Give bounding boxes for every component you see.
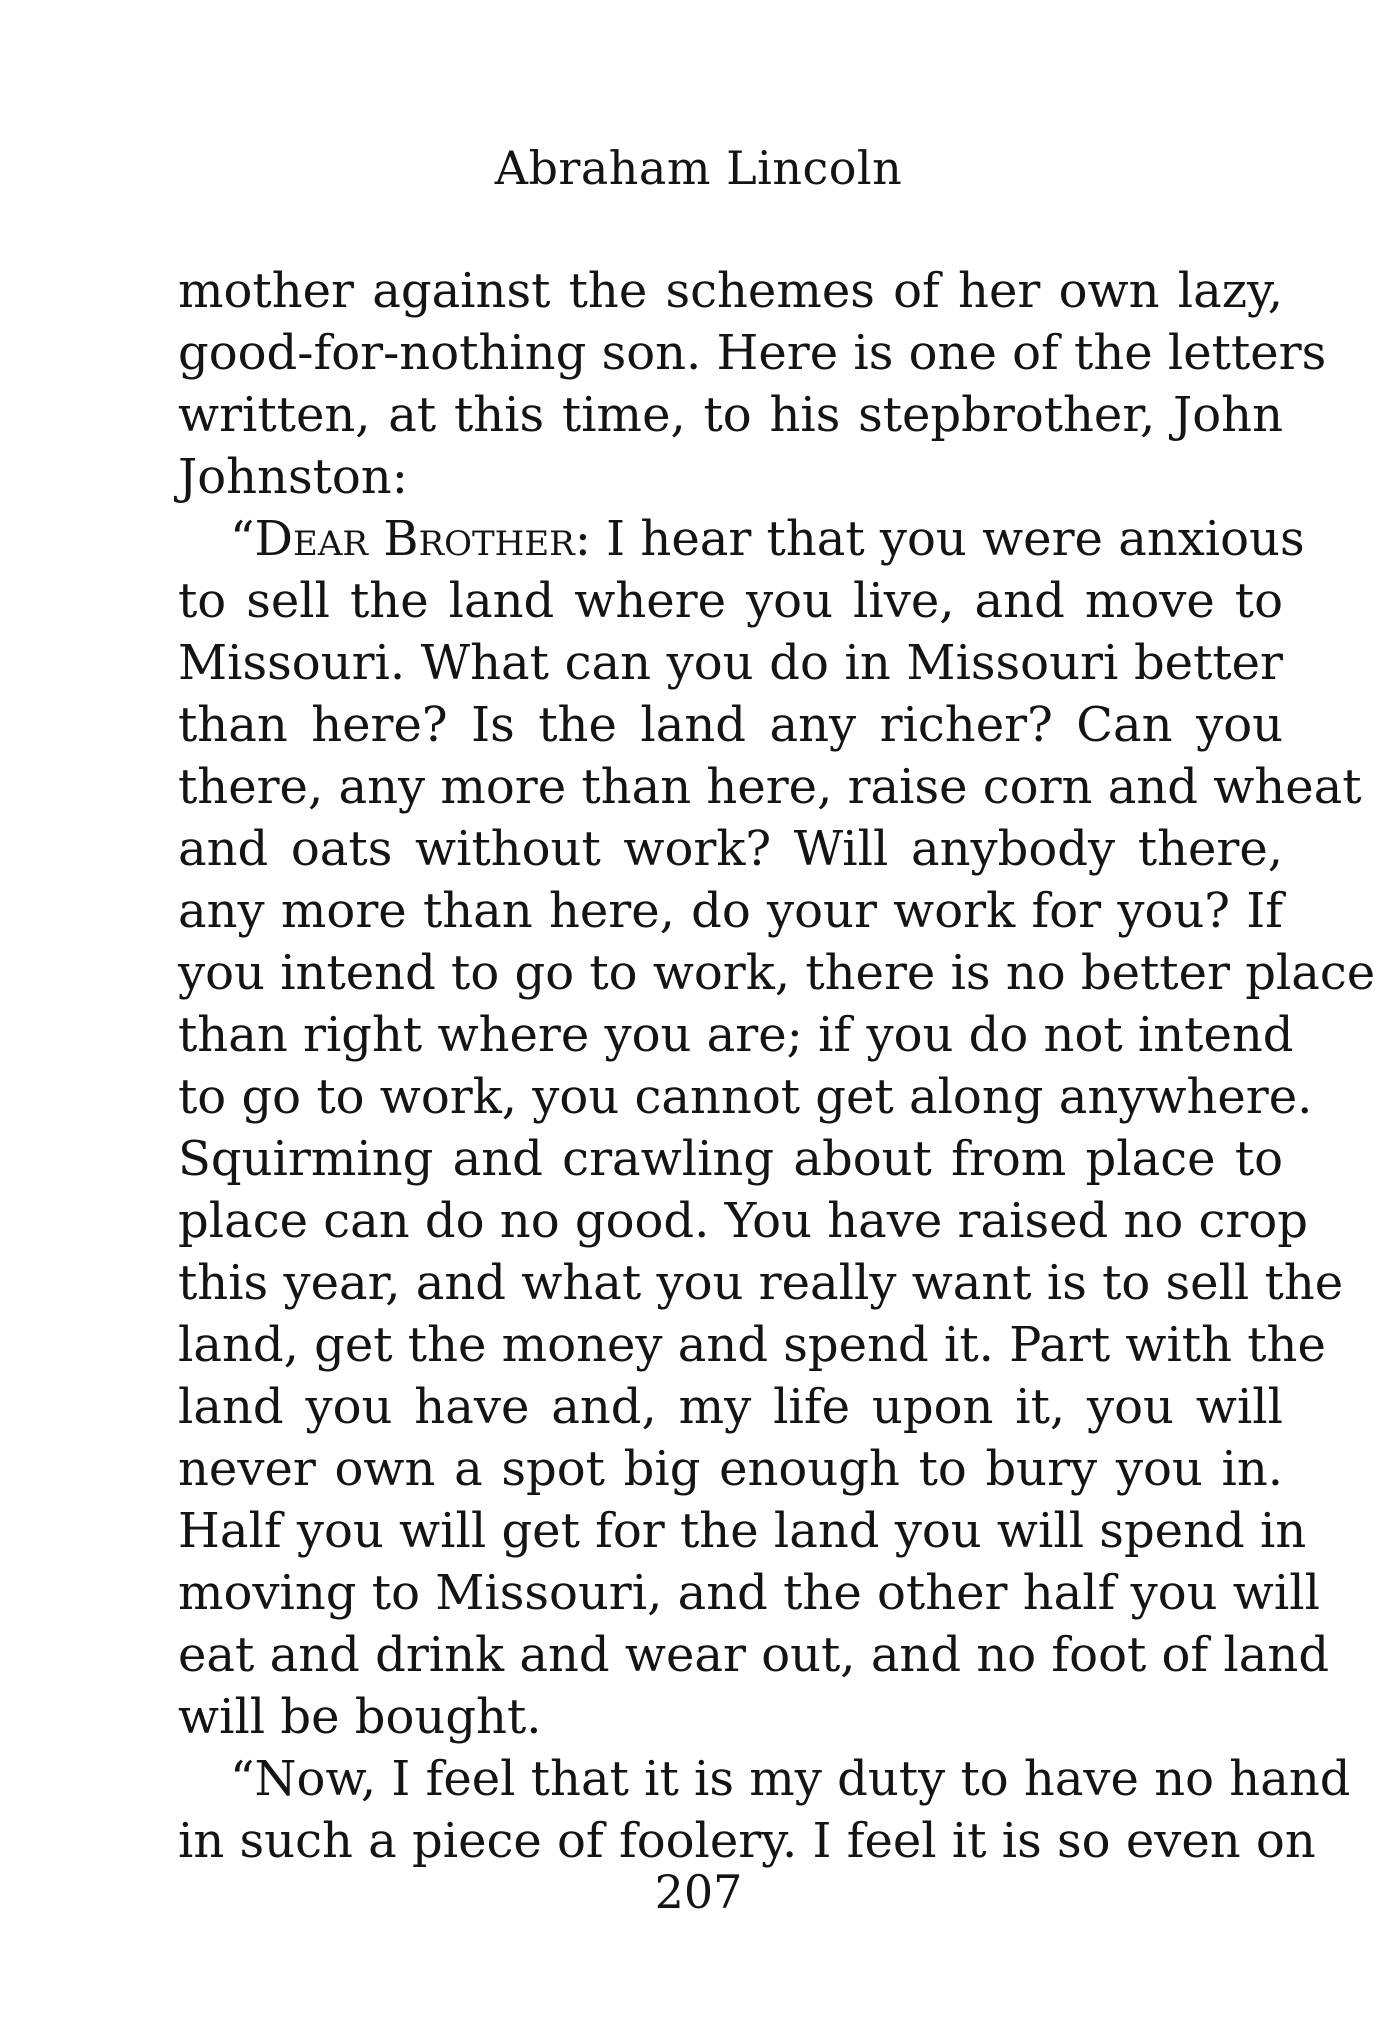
page-number: 207	[654, 1865, 743, 1919]
text-line: land, get the money and spend it. Part with the	[178, 1317, 1326, 1373]
text-line: in such a piece of foolery. I feel it is so even on	[178, 1813, 1316, 1869]
text-line: Squirming and crawling about from place to	[178, 1131, 1283, 1187]
text-line: Missouri. What can you do in Missouri better	[178, 635, 1283, 691]
text-line: Johnston:	[178, 449, 408, 505]
text-line: “Now, I feel that it is my duty to have no hand	[230, 1751, 1351, 1807]
body-text	[178, 260, 1376, 1872]
running-head: Abraham Lincoln	[494, 141, 903, 195]
text-line: place can do no good. You have raised no crop	[178, 1193, 1308, 1249]
text-line: to go to work, you cannot get along anywhere.	[178, 1069, 1313, 1125]
text-line: there, any more than here, raise corn and wheat	[178, 759, 1362, 815]
text-line: and oats without work? Will anybody there,	[178, 821, 1283, 877]
text-line: mother against the schemes of her own lazy,	[178, 263, 1283, 319]
text-line: you intend to go to work, there is no better place	[178, 945, 1376, 1001]
text-line: written, at this time, to his stepbrother, John	[178, 387, 1283, 443]
text-line: land you have and, my life upon it, you will	[178, 1379, 1283, 1435]
letter-opening-line	[178, 508, 1305, 570]
letter-opening-text: I hear that you were anxious	[590, 511, 1305, 567]
text-line: good-for-nothing son. Here is one of the letters	[178, 325, 1327, 381]
text-line: to sell the land where you live, and move to	[178, 573, 1283, 629]
text-line: this year, and what you really want is to sell the	[178, 1255, 1344, 1311]
text-line: than right where you are; if you do not intend	[178, 1007, 1294, 1063]
text-line: never own a spot big enough to bury you in.	[178, 1441, 1283, 1497]
text-line: Half you will get for the land you will spend in	[178, 1503, 1307, 1559]
text-line: will be bought.	[178, 1689, 542, 1745]
text-line: moving to Missouri, and the other half you will	[178, 1565, 1320, 1621]
text-line: eat and drink and wear out, and no foot of land	[178, 1627, 1330, 1683]
letter-salutation: “Dear Brother:	[230, 511, 591, 567]
text-line: any more than here, do your work for you? If	[178, 883, 1283, 939]
text-line: than here? Is the land any richer? Can you	[178, 697, 1283, 753]
